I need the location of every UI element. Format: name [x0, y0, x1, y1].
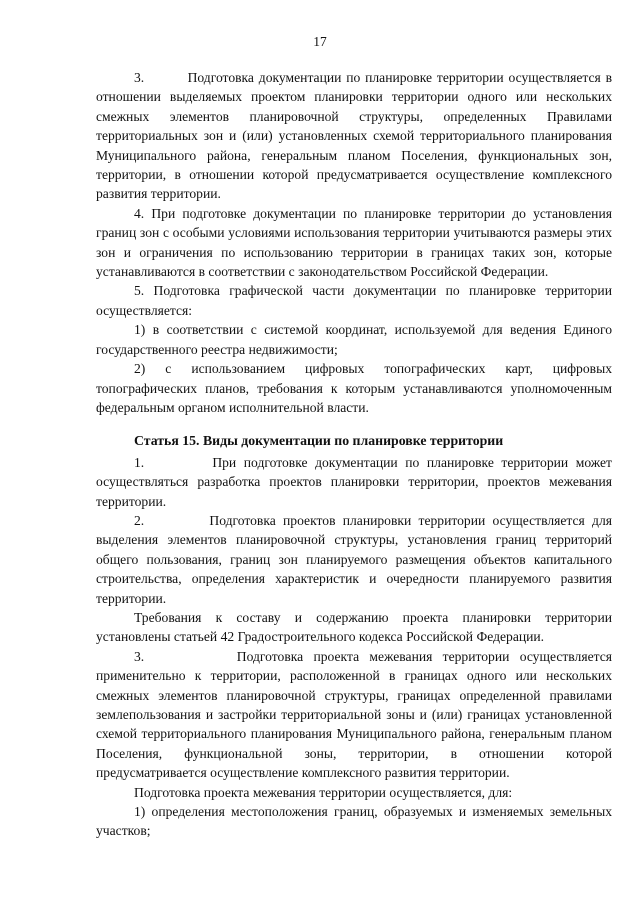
paragraph-4-special-zones: 4. При подготовке документации по планировке территории до установления границ зон с особыми условиями использования территории учитываются размеры этих зон и ограничения по использованию территории в границах таких зон, которые устанавливаются в соответствии с законодательством Российской Федерации. — [96, 205, 612, 280]
paragraph-requirements-article-42: Требования к составу и содержанию проекта планировки территории установлены статьей 42 Градостроительного кодекса Российской Федерации. — [96, 609, 612, 645]
paragraph-5-graphic-part: 5. Подготовка графической части документации по планировке территории осуществляется: — [96, 283, 612, 318]
paragraph-3-preparation-scope: 3. Подготовка документации по планировке территории осуществляется в отношении выделяемых проектом планировки территории одного или нескольких смежных элементов планировочной структуры, определенных Правилами территориальных зон и (или) установленных схемой территориального планирования Муниципального района, генеральным планом Поселения, функциональных зон, территории, в отношении которой предусматривается осуществление комплексного развития территории. — [96, 70, 612, 202]
list-item-digital-maps: 2) с использованием цифровых топографических карт, цифровых топографических планов, требования к которым устанавливаются уполномоченным федеральным органом исполнительной власти. — [96, 361, 612, 415]
page-number: 17 — [313, 34, 327, 49]
list-item-coordinate-system: 1) в соответствии с системой координат, используемой для ведения Единого государственного реестра недвижимости; — [96, 322, 612, 357]
paragraph-surveying-purposes: Подготовка проекта межевания территории осуществляется, для: — [134, 784, 513, 800]
paragraph-2-planning-projects: 2. Подготовка проектов планировки территории осуществляется для выделения элементов планировочной структуры, установления границ территорий общего пользования, границ зон планируемого размещения объектов капитального строительства, определения характеристик и очередности планируемого развития территории. — [96, 512, 612, 606]
paragraph-1-documentation-types: 1. При подготовке документации по планировке территории может осуществляться разработка проектов планировки территории, проектов межевания территории. — [96, 454, 612, 509]
document-body — [96, 68, 612, 841]
article-15-heading: Статья 15. Виды документации по планировке территории — [134, 433, 504, 449]
list-item-land-plot-boundaries: 1) определения местоположения границ, образуемых и изменяемых земельных участков; — [96, 804, 612, 839]
paragraph-3-surveying-project: 3. Подготовка проекта межевания территории осуществляется применительно к территории, расположенной в границах одного или нескольких смежных элементов планировочной структуры, границах определенной правилами землепользования и застройки территориальной зоны и (или) границах установленной схемой территориального планирования Муниципального района, генеральным планом Поселения, функциональной зоны, территории, в отношении которой предусматривается осуществление комплексного развития территории. — [96, 648, 612, 781]
